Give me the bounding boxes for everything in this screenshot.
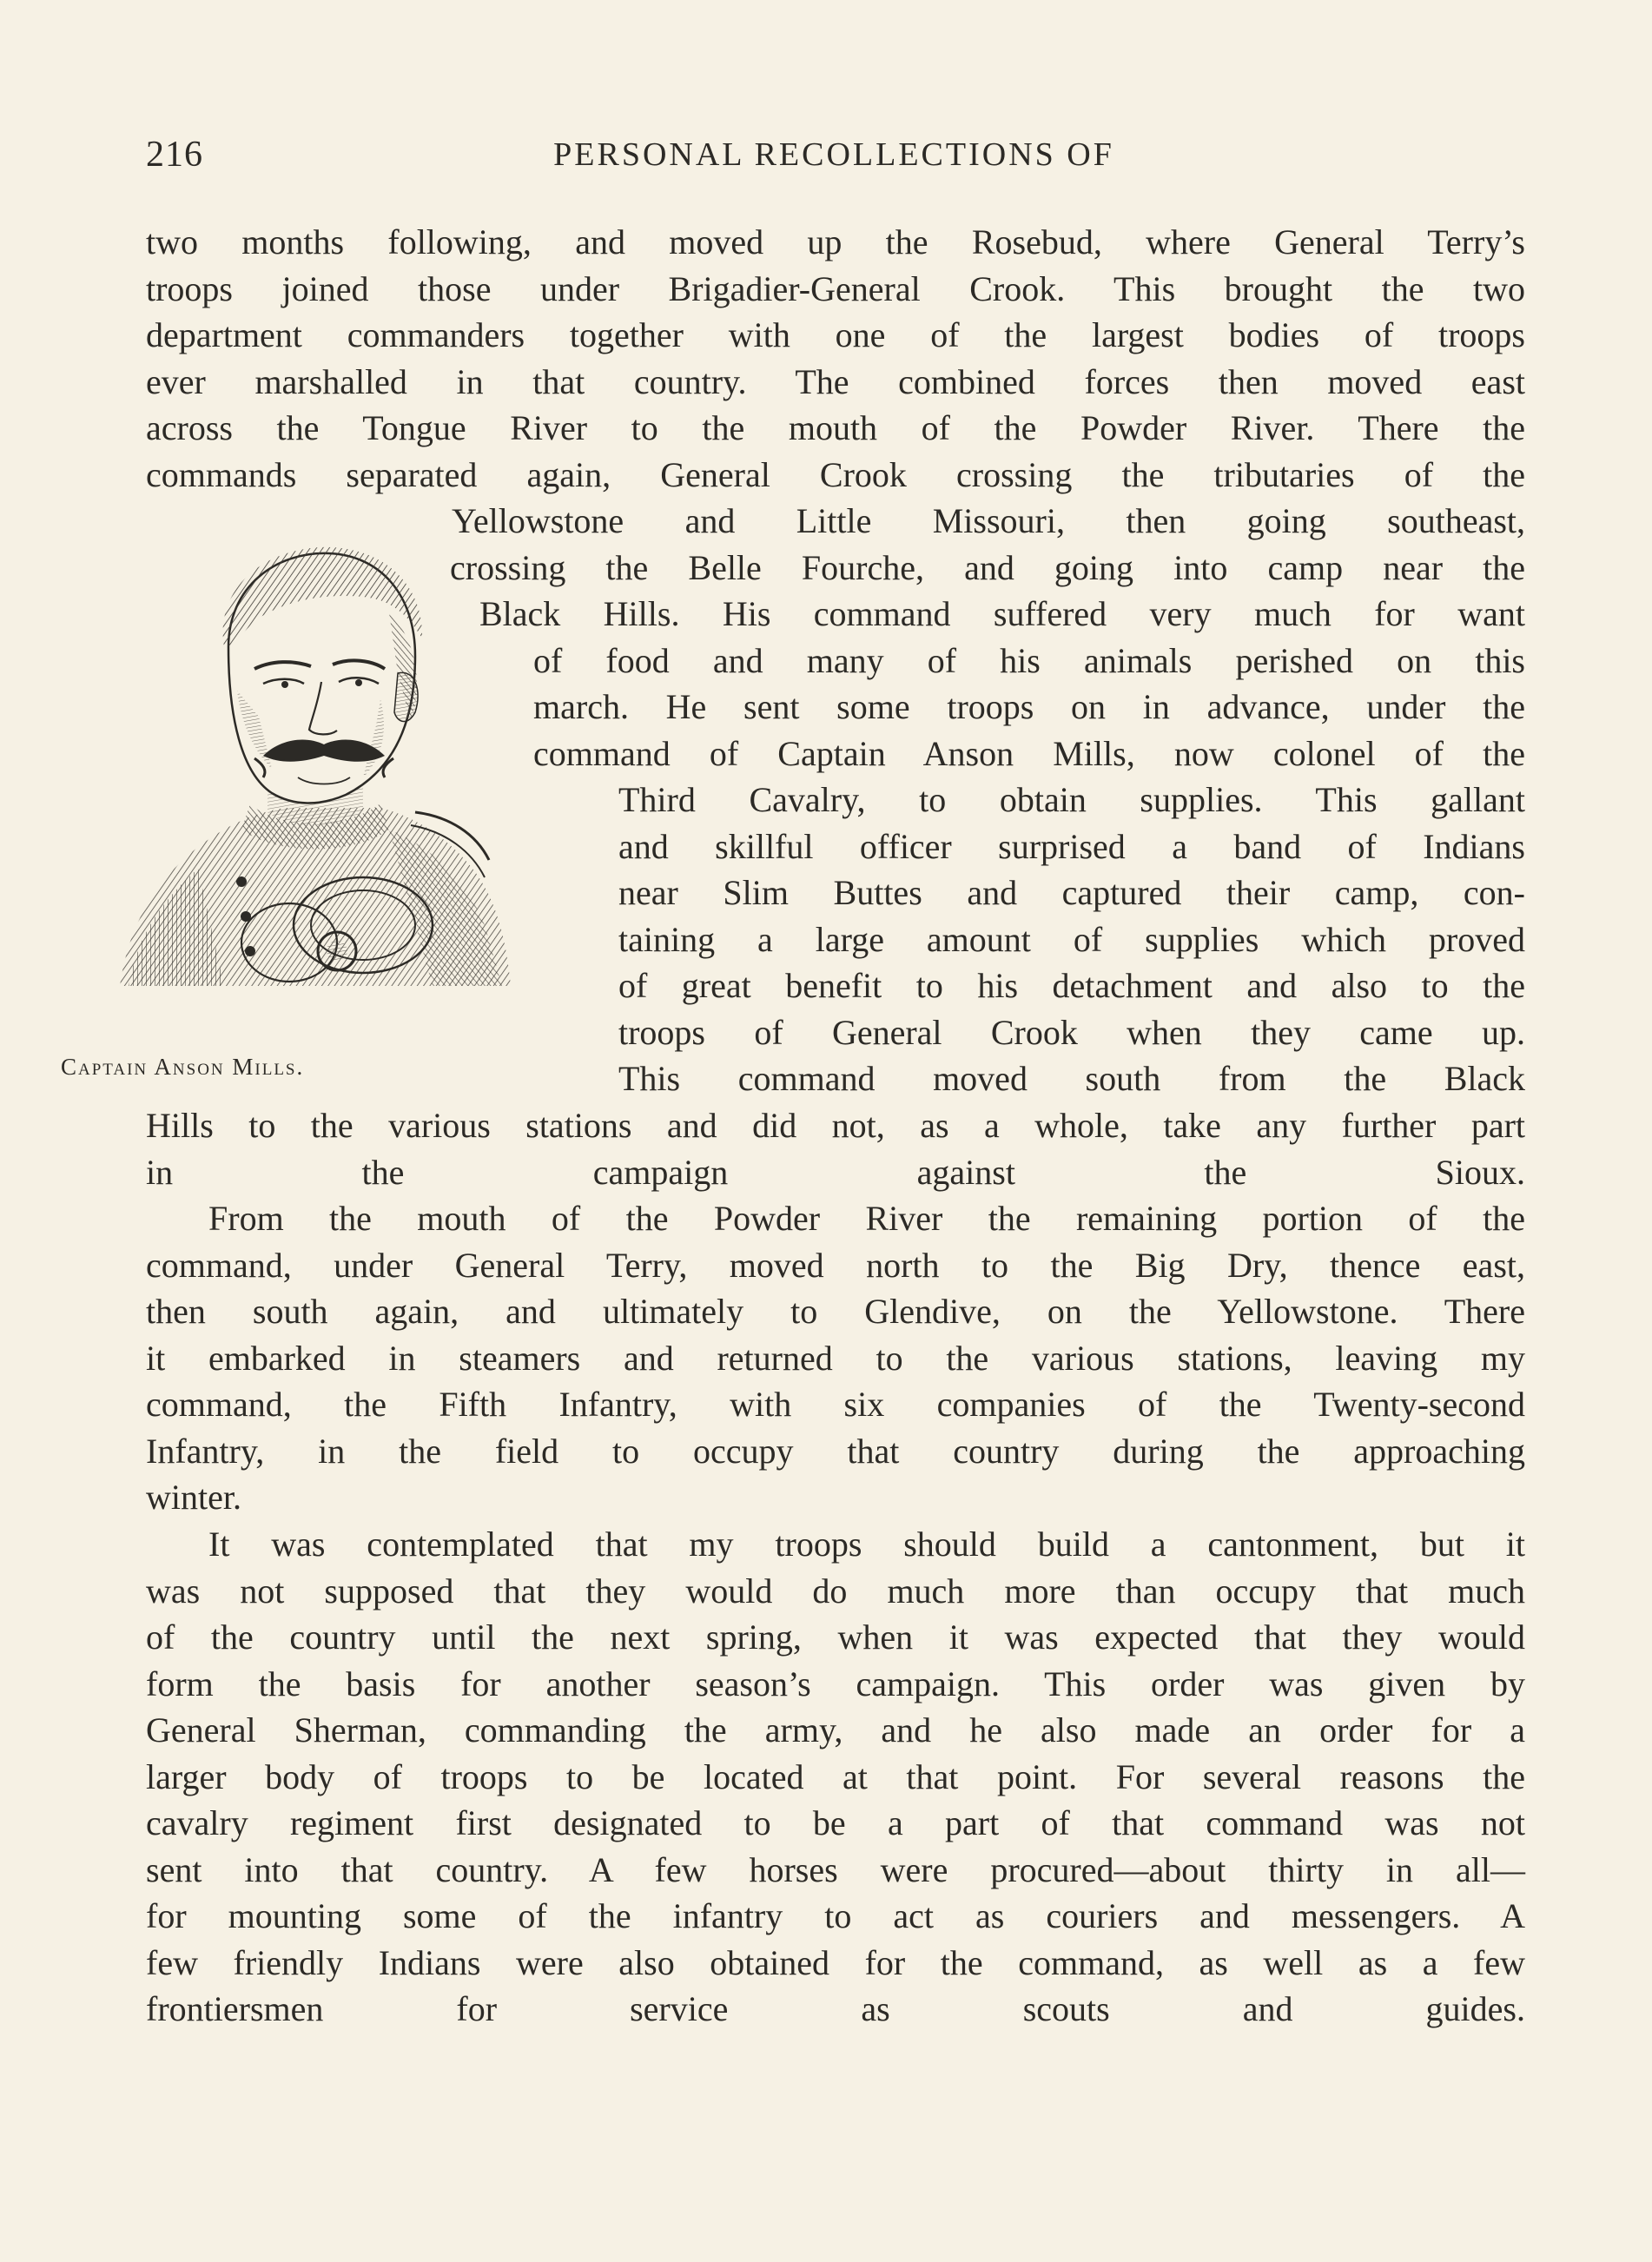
text-line: across the Tongue River to the mouth of the Powder River. There the (146, 408, 1525, 447)
text-line: From the mouth of the Powder River the remaining portion of the (208, 1199, 1525, 1238)
text-line: cavalry regiment first designated to be a part of that command was not (146, 1803, 1525, 1842)
text-line: sent into that country. A few horses were procured—about thirty in all— (146, 1849, 1525, 1889)
text-line: winter. (146, 1478, 241, 1517)
text-line: crossing the Belle Fourche, and going into camp near the (450, 548, 1525, 587)
text-line: was not supposed that they would do much more than occupy that much (146, 1571, 1525, 1611)
text-line: command of Captain Anson Mills, now colonel of the (533, 734, 1525, 773)
text-line: march. He sent some troops on in advance, under the (533, 687, 1525, 726)
text-line: command, under General Terry, moved north to the Big Dry, thence east, (146, 1245, 1525, 1285)
text-line: and skillful officer surprised a band of Indians (618, 827, 1525, 866)
text-line: then south again, and ultimately to Glendive, on the Yellowstone. There (146, 1292, 1525, 1331)
paragraph-3 (146, 1521, 1525, 2033)
running-head (146, 129, 1522, 181)
paragraph-1-bottom (146, 1102, 1525, 1195)
text-line: Hills to the various stations and did not, as a whole, take any further part (146, 1106, 1525, 1145)
text-line: two months following, and moved up the Rosebud, where General Terry’s (146, 222, 1525, 261)
text-line: few friendly Indians were also obtained for the command, as well as a few (146, 1942, 1525, 1982)
text-line: frontiersmen for service as scouts and guides. (146, 1989, 1525, 2028)
portrait-figure (102, 517, 537, 1047)
text-line: command, the Fifth Infantry, with six companies of the Twenty-second (146, 1385, 1525, 1424)
text-line: Infantry, in the field to occupy that country during the approaching (146, 1431, 1525, 1471)
text-line: near Slim Buttes and captured their camp, con- (618, 873, 1525, 912)
text-line: form the basis for another season’s campaign. This order was given by (146, 1663, 1525, 1703)
text-line: General Sherman, commanding the army, and he also made an order for a (146, 1710, 1525, 1749)
text-line: of great benefit to his detachment and also to the (618, 966, 1525, 1005)
portrait-engraving-icon (102, 517, 537, 1003)
paragraph-2 (146, 1195, 1525, 1521)
text-line: Yellowstone and Little Missouri, then going southeast, (452, 501, 1525, 540)
text-line: commands separated again, General Crook crossing the tributaries of the (146, 454, 1525, 494)
text-line: larger body of troops to be located at that point. For several reasons the (146, 1756, 1525, 1796)
text-line: troops joined those under Brigadier-General Crook. This brought the two (146, 268, 1525, 308)
text-line: ever marshalled in that country. The combined forces then moved east (146, 361, 1525, 401)
text-line: department commanders together with one of the largest bodies of troops (146, 315, 1525, 354)
text-line: of food and many of his animals perished on this (533, 641, 1525, 680)
text-line: for mounting some of the infantry to act as couriers and messengers. A (146, 1896, 1525, 1935)
text-line: It was contemplated that my troops should build a cantonment, but it (208, 1525, 1525, 1564)
text-line: it embarked in steamers and returned to the various stations, leaving my (146, 1338, 1525, 1378)
paragraph-1-top (146, 219, 1525, 498)
text-line: This command moved south from the Black (618, 1059, 1525, 1098)
text-line: troops of General Crook when they came up. (618, 1013, 1525, 1052)
text-line: Black Hills. His command suffered very much for want (479, 594, 1525, 633)
text-line: Third Cavalry, to obtain supplies. This gallant (618, 780, 1525, 819)
running-title: PERSONAL RECOLLECTIONS OF (553, 136, 1114, 173)
page-number: 216 (146, 135, 203, 175)
text-line: of the country until the next spring, when it was expected that they would (146, 1617, 1525, 1657)
text-line: taining a large amount of supplies which proved (618, 920, 1525, 959)
text-line: in the campaign against the Sioux. (146, 1152, 1525, 1192)
figure-caption: Captain Anson Mills. (61, 1054, 305, 1080)
